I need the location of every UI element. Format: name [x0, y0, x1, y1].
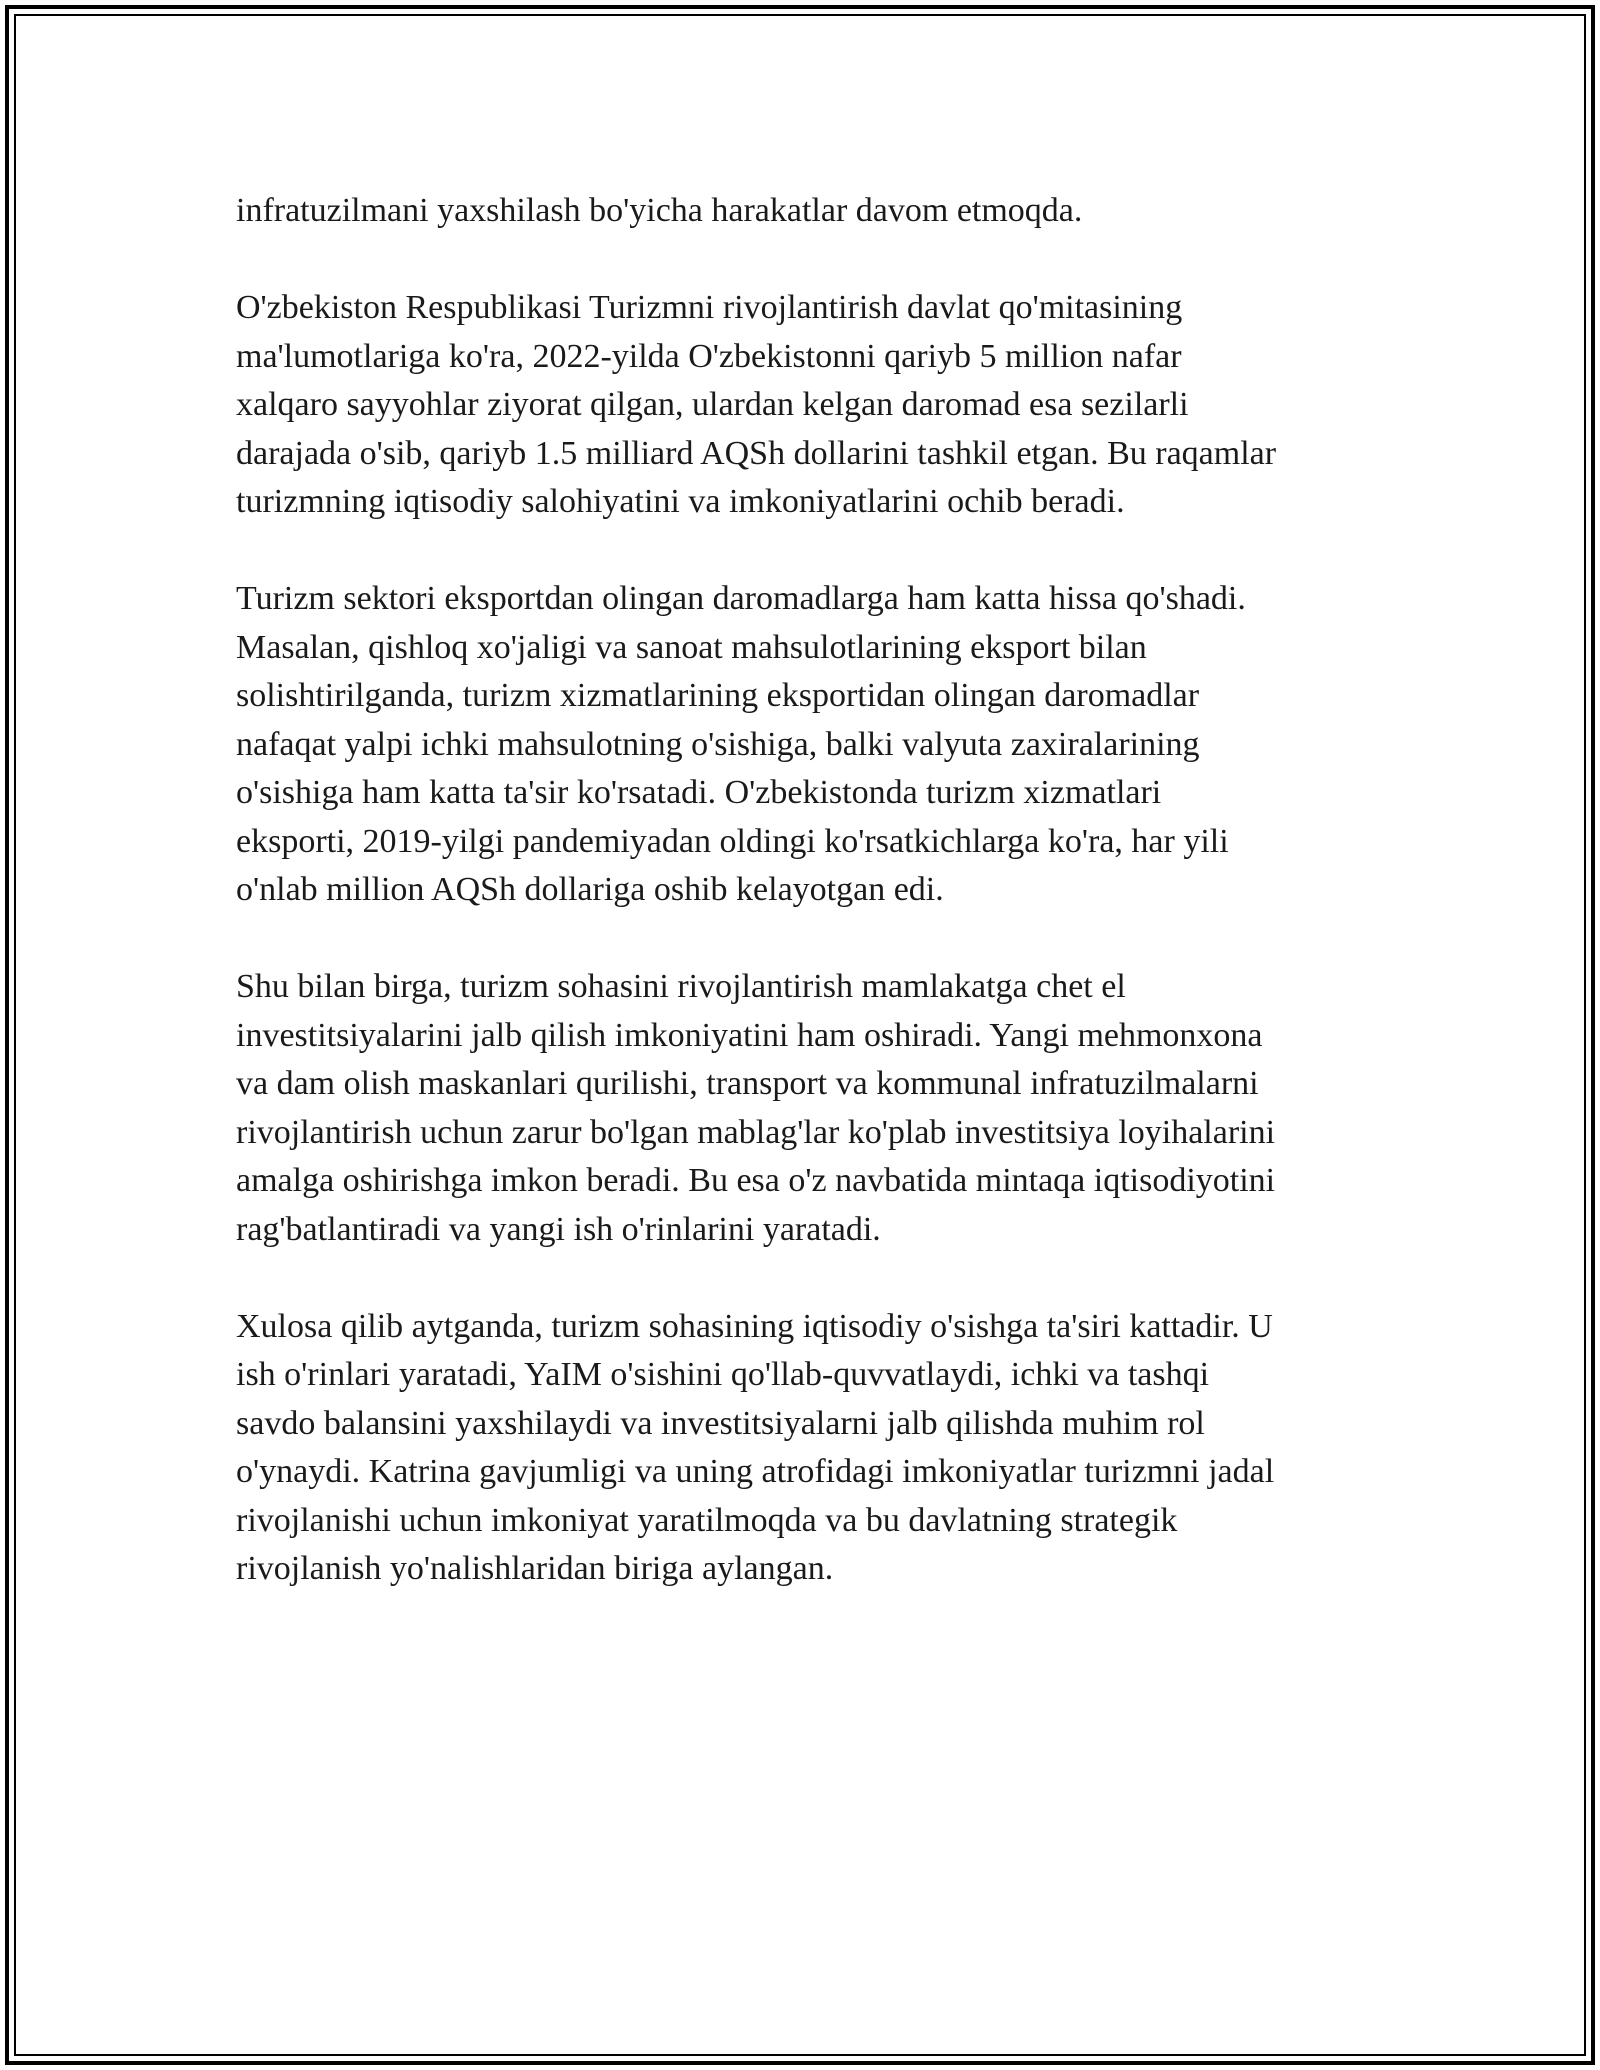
paragraph-5: Xulosa qilib aytganda, turizm sohasining iqtisodiy o'sishga ta'siri kattadir. U ish o'rinlari yaratadi, YaIM o'sishini qo'llab-quvvatlaydi, ichki va tashqi savdo balansini yaxshilaydi va investitsiyalarni jalb qilishda muhim rol o'ynaydi. Katrina gavjumligi va uning atrofidagi imkoniyatlar turizmni jadal rivojlanishi uchun imkoniyat yaratilmoqda va bu davlatning strategik rivojlanish yo'nalishlaridan biriga aylangan. [236, 1307, 1275, 1587]
paragraph-1: infratuzilmani yaxshilash bo'yicha harakatlar davom etmoqda. [236, 192, 1083, 229]
paragraph-4: Shu bilan birga, turizm sohasini rivojlantirish mamlakatga chet el investitsiyalarini jalb qilish imkoniyatini ham oshiradi. Yangi mehmonxona va dam olish maskanlari qurilishi, transport va kommunal infratuzilmalarni rivojlantirish uchun zarur bo'lgan mablag'lar ko'plab investitsiya loyihalarini amalga oshirishga imkon beradi. Bu esa o'z navbatida mintaqa iqtisodiyotini rag'batlantiradi va yangi ish o'rinlarini yaratadi. [236, 968, 1276, 1248]
paragraph-2: O'zbekiston Respublikasi Turizmni rivojlantirish davlat qo'mitasining ma'lumotlariga ko'ra, 2022-yilda O'zbekistonni qariyb 5 million nafar xalqaro sayyohlar ziyorat qilgan, ulardan kelgan daromad esa sezilarli darajada o'sib, qariyb 1.5 milliard AQSh dollarini tashkil etgan. Bu raqamlar turizmning iqtisodiy salohiyatini va imkoniyatlarini ochib beradi. [236, 289, 1277, 520]
paragraph-3: Turizm sektori eksportdan olingan daromadlarga ham katta hissa qo'shadi. Masalan, qishloq xo'jaligi va sanoat mahsulotlarining eksport bilan solishtirilganda, turizm xizmatlarining eksportidan olingan daromadlar nafaqat yalpi ichki mahsulotning o'sishiga, balki valyuta zaxiralarining o'sishiga ham katta ta'sir ko'rsatadi. O'zbekistonda turizm xizmatlari eksporti, 2019-yilgi pandemiyadan oldingi ko'rsatkichlarga ko'ra, har yili o'nlab million AQSh dollariga oshib kelayotgan edi. [236, 580, 1246, 908]
document-body [236, 187, 1386, 1642]
